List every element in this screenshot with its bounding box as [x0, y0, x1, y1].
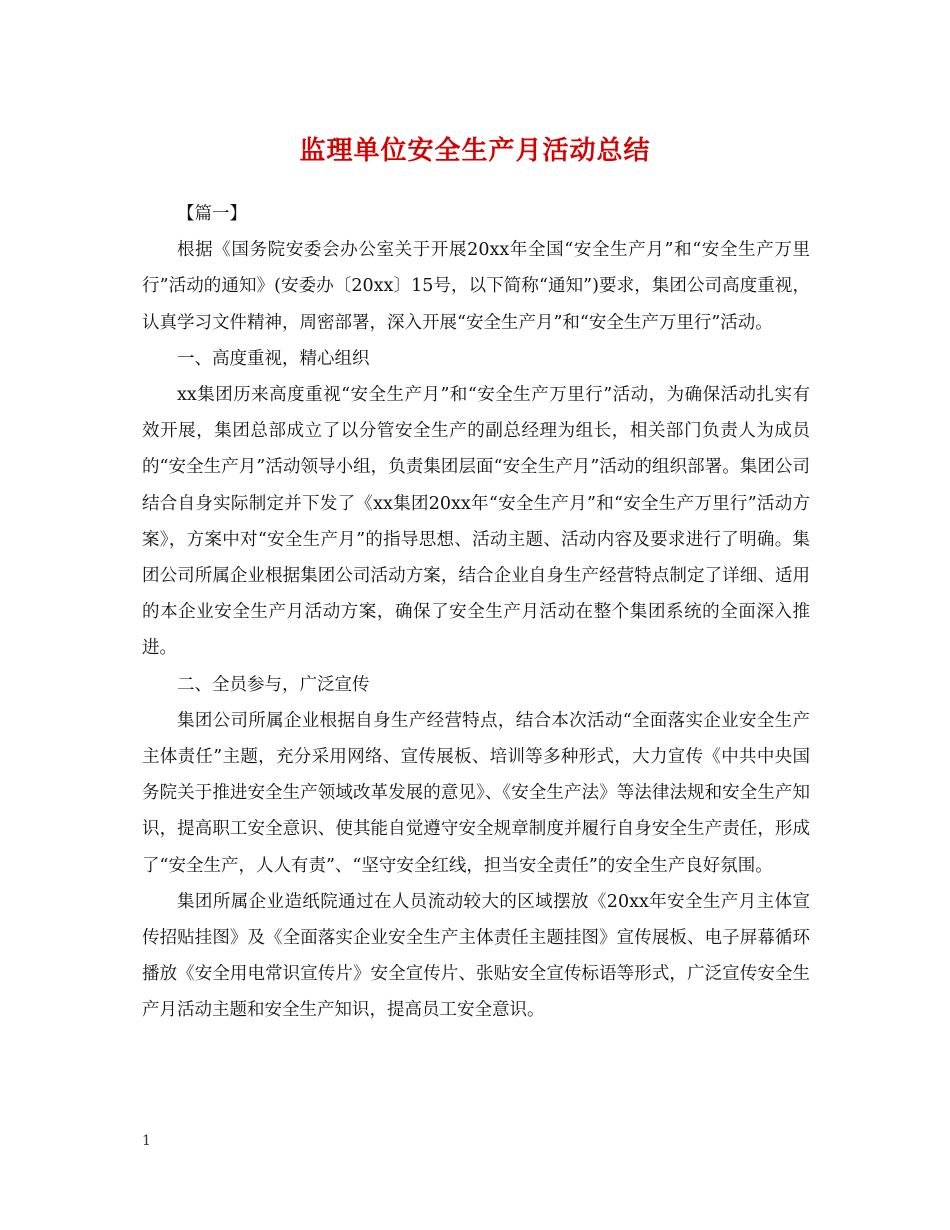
paragraph-paper-institute: 集团所属企业造纸院通过在人员流动较大的区域摆放《20xx年安全生产月主体宣传招贴挂图》及《全面落实企业安全生产主体责任主题挂图》宣传展板、电子屏幕循环播放《安全用电常识宣传片》安全宣传片、张贴安全宣传标语等形式，广泛宣传安全生产月活动主题和安全生产知识，提高员工安全意识。: [142, 891, 810, 1021]
paragraph-intro: 根据《国务院安委会办公室关于开展20xx年全国“安全生产月”和“安全生产万里行”活动的通知》(安委办〔20xx〕15号，以下简称“通知”)要求，集团公司高度重视，认真学习文件精神，周密部署，深入开展“安全生产月”和“安全生产万里行”活动。: [142, 240, 810, 333]
paragraph-organization: xx集团历来高度重视“安全生产月”和“安全生产万里行”活动，为确保活动扎实有效开展，集团总部成立了以分管安全生产的副总经理为组长，相关部门负责人为成员的“安全生产月”活动领导小组，负责集团层面“安全生产月”活动的组织部署。集团公司结合自身实际制定并下发了《xx集团20xx年“安全生产月”和“安全生产万里行”活动方案》，方案中对“安全生产月”的指导思想、活动主题、活动内容及要求进行了明确。集团公司所属企业根据集团公司活动方案，结合企业自身生产经营特点制定了详细、适用的本企业安全生产月活动方案，确保了安全生产月活动在整个集团系统的全面深入推进。: [142, 385, 810, 659]
heading-section-2: 二、全员参与，广泛宣传: [177, 674, 370, 695]
document-title: 监理单位安全生产月活动总结: [299, 136, 651, 166]
page-number: 1: [142, 1133, 151, 1149]
paragraph-publicity: 集团公司所属企业根据自身生产经营特点，结合本次活动“全面落实企业安全生产主体责任”主题，充分采用网络、宣传展板、培训等多种形式，大力宣传《中共中央国务院关于推进安全生产领域改革发展的意见》、《安全生产法》等法律法规和安全生产知识，提高职工安全意识、使其能自觉遵守安全规章制度并履行自身安全生产责任，形成了“安全生产，人人有责”、“坚守安全红线，担当安全责任”的安全生产良好氛围。: [142, 710, 810, 876]
section-label: 【篇一】: [177, 204, 247, 224]
heading-section-1: 一、高度重视，精心组织: [177, 348, 370, 369]
document-body: [142, 196, 810, 1029]
